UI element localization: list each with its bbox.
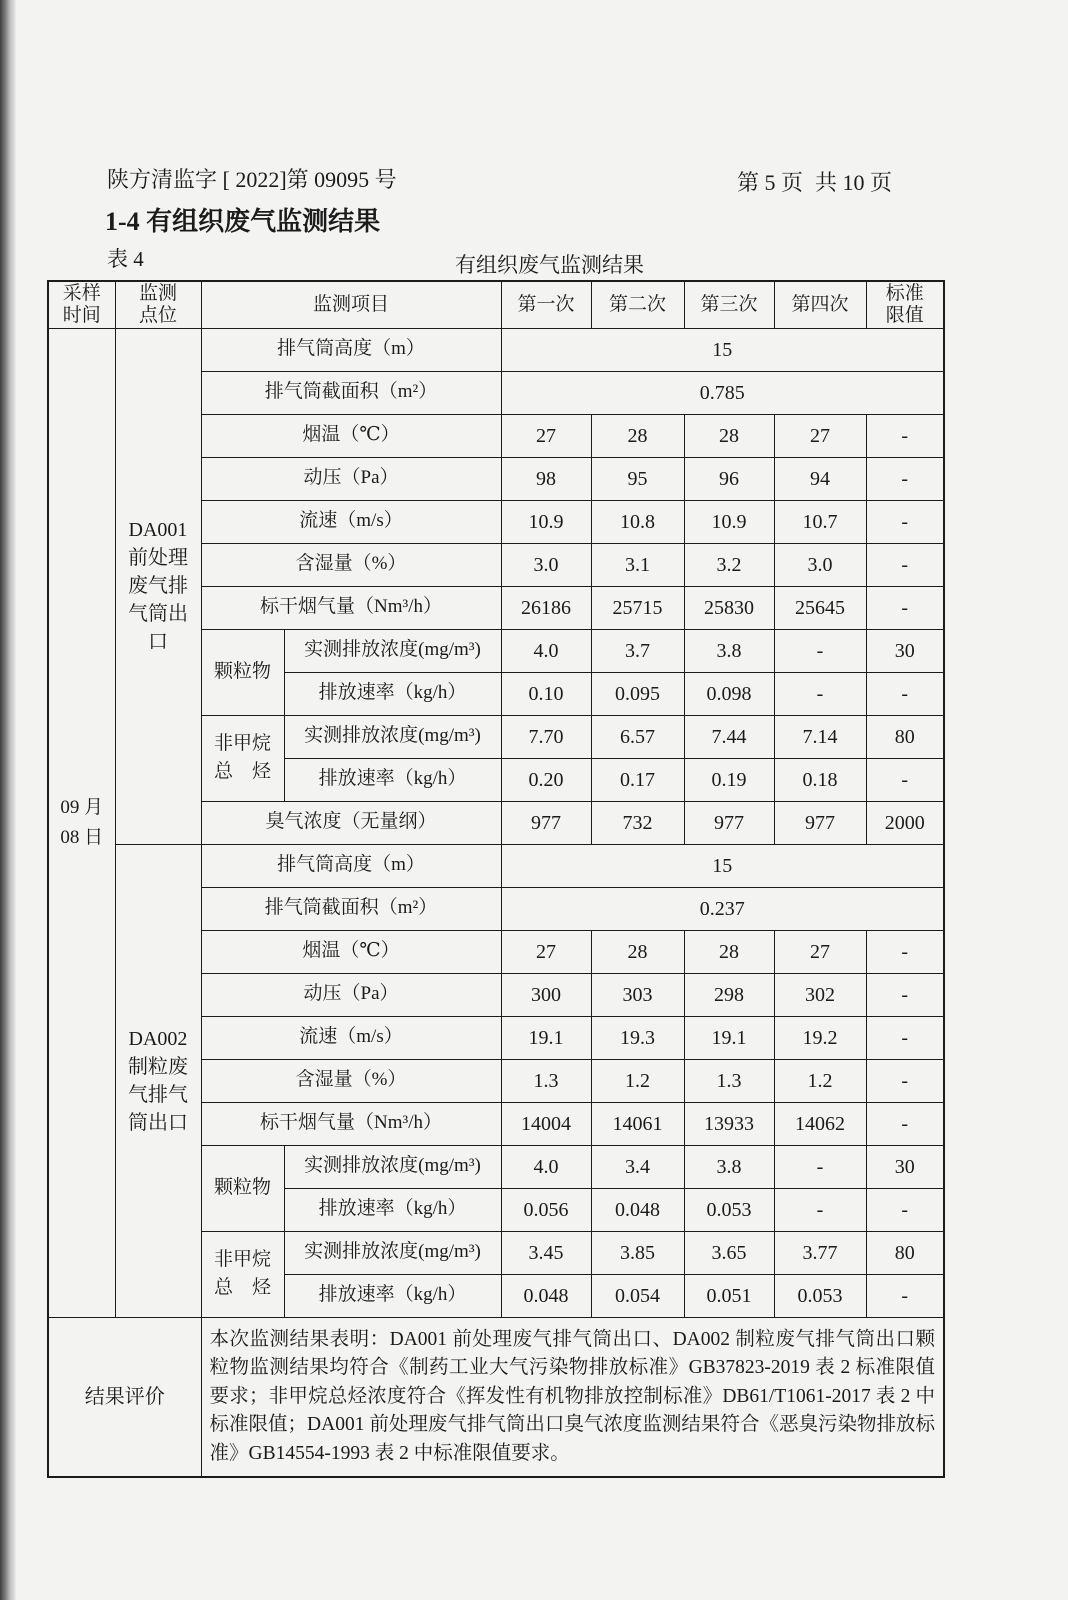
pollutant-group-label: 非甲烷 总 烃 xyxy=(201,715,284,801)
run-4-value: 7.14 xyxy=(774,715,866,758)
table-row xyxy=(48,844,944,887)
run-4-value: 14062 xyxy=(774,1102,866,1145)
item-label: 标干烟气量（Nm³/h） xyxy=(201,1102,501,1145)
standard-limit-value: - xyxy=(866,457,944,500)
run-1-value: 300 xyxy=(501,973,591,1016)
item-label: 流速（m/s） xyxy=(201,500,501,543)
sub-item-label: 排放速率（kg/h） xyxy=(284,672,501,715)
run-3-value: 10.9 xyxy=(684,500,774,543)
run-4-value: - xyxy=(774,629,866,672)
run-3-value: 13933 xyxy=(684,1102,774,1145)
run-1-value: 0.10 xyxy=(501,672,591,715)
sampling-date-cell: 09 月 08 日 xyxy=(48,328,115,1317)
run-4-value: 977 xyxy=(774,801,866,844)
item-label: 烟温（℃） xyxy=(201,414,501,457)
standard-limit-value: - xyxy=(866,1059,944,1102)
run-2-value: 3.85 xyxy=(591,1231,684,1274)
standard-limit-value: 30 xyxy=(866,629,944,672)
run-2-value: 0.054 xyxy=(591,1274,684,1317)
table-header-row xyxy=(48,281,944,328)
run-2-value: 28 xyxy=(591,930,684,973)
standard-limit-value: - xyxy=(866,973,944,1016)
run-4-value: - xyxy=(774,1188,866,1231)
monitoring-results-table xyxy=(47,280,945,1478)
run-1-value: 3.0 xyxy=(501,543,591,586)
run-3-value: 0.19 xyxy=(684,758,774,801)
standard-limit-value: - xyxy=(866,1016,944,1059)
run-3-value: 977 xyxy=(684,801,774,844)
run-1-value: 3.45 xyxy=(501,1231,591,1274)
run-3-value: 25830 xyxy=(684,586,774,629)
standard-limit-value: - xyxy=(866,586,944,629)
table-caption: 有组织废气监测结果 xyxy=(455,253,644,277)
standard-limit-value: 80 xyxy=(866,1231,944,1274)
pollutant-group-label: 颗粒物 xyxy=(201,629,284,715)
run-3-value: 298 xyxy=(684,973,774,1016)
run-3-value: 1.3 xyxy=(684,1059,774,1102)
sub-item-label: 实测排放浓度(mg/m³) xyxy=(284,1231,501,1274)
run-3-value: 7.44 xyxy=(684,715,774,758)
run-4-value: - xyxy=(774,672,866,715)
run-1-value: 27 xyxy=(501,930,591,973)
table-label: 表 4 xyxy=(107,247,144,271)
header-run-4: 第四次 xyxy=(774,281,866,328)
run-4-value: 10.7 xyxy=(774,500,866,543)
pollutant-group-label: 非甲烷 总 烃 xyxy=(201,1231,284,1317)
run-1-value: 7.70 xyxy=(501,715,591,758)
sub-item-label: 实测排放浓度(mg/m³) xyxy=(284,629,501,672)
monitoring-point-cell: DA002 制粒废 气排气 筒出口 xyxy=(115,844,201,1317)
standard-limit-value: - xyxy=(866,1274,944,1317)
run-2-value: 25715 xyxy=(591,586,684,629)
run-4-value: 1.2 xyxy=(774,1059,866,1102)
standard-limit-value: - xyxy=(866,500,944,543)
run-4-value: 19.2 xyxy=(774,1016,866,1059)
item-label: 标干烟气量（Nm³/h） xyxy=(201,586,501,629)
header-run-3: 第三次 xyxy=(684,281,774,328)
scan-edge-shadow xyxy=(0,0,16,1600)
pollutant-group-label: 颗粒物 xyxy=(201,1145,284,1231)
page-number: 第 5 页 xyxy=(737,170,804,195)
evaluation-text: 本次监测结果表明：DA001 前处理废气排气筒出口、DA002 制粒废气排气筒出口颗粒物监测结果均符合《制药工业大气污染物排放标准》GB37823-2019 表 2 标准限值要求；非甲烷总烃浓度符合《挥发性有机物排放控制标准》DB61/T1061-2017 表 2 中标准限值；DA001 前处理废气排气筒出口臭气浓度监测结果符合《恶臭污染物排放标准》GB14554-1993 表 2 中标准限值要求。 xyxy=(201,1317,944,1477)
run-1-value: 0.20 xyxy=(501,758,591,801)
item-label: 含湿量（%） xyxy=(201,1059,501,1102)
merged-value: 0.237 xyxy=(501,887,944,930)
page-info xyxy=(737,169,892,197)
run-1-value: 977 xyxy=(501,801,591,844)
run-1-value: 27 xyxy=(501,414,591,457)
item-label: 流速（m/s） xyxy=(201,1016,501,1059)
run-3-value: 3.8 xyxy=(684,1145,774,1188)
run-2-value: 3.4 xyxy=(591,1145,684,1188)
standard-limit-value: 2000 xyxy=(866,801,944,844)
run-2-value: 3.1 xyxy=(591,543,684,586)
run-3-value: 96 xyxy=(684,457,774,500)
run-1-value: 1.3 xyxy=(501,1059,591,1102)
item-label: 烟温（℃） xyxy=(201,930,501,973)
run-3-value: 28 xyxy=(684,930,774,973)
evaluation-row xyxy=(48,1317,944,1477)
header-sampling-time: 采样 时间 xyxy=(48,281,115,328)
standard-limit-value: - xyxy=(866,414,944,457)
run-2-value: 6.57 xyxy=(591,715,684,758)
run-3-value: 0.051 xyxy=(684,1274,774,1317)
doc-number: 陕方清监字 [ 2022]第 09095 号 xyxy=(107,167,397,192)
run-2-value: 3.7 xyxy=(591,629,684,672)
item-label: 排气筒截面积（m²） xyxy=(201,887,501,930)
evaluation-label: 结果评价 xyxy=(48,1317,201,1477)
standard-limit-value: - xyxy=(866,1102,944,1145)
run-4-value: 94 xyxy=(774,457,866,500)
run-2-value: 95 xyxy=(591,457,684,500)
run-1-value: 98 xyxy=(501,457,591,500)
page-total: 共 10 页 xyxy=(815,170,893,195)
merged-value: 15 xyxy=(501,328,944,371)
item-label: 动压（Pa） xyxy=(201,973,501,1016)
run-2-value: 14061 xyxy=(591,1102,684,1145)
run-3-value: 0.053 xyxy=(684,1188,774,1231)
run-1-value: 4.0 xyxy=(501,1145,591,1188)
standard-limit-value: - xyxy=(866,930,944,973)
run-4-value: 3.77 xyxy=(774,1231,866,1274)
run-2-value: 19.3 xyxy=(591,1016,684,1059)
header-monitoring-point: 监测 点位 xyxy=(115,281,201,328)
header-run-1: 第一次 xyxy=(501,281,591,328)
run-4-value: 302 xyxy=(774,973,866,1016)
standard-limit-value: - xyxy=(866,1188,944,1231)
sub-item-label: 排放速率（kg/h） xyxy=(284,1188,501,1231)
item-label: 排气筒截面积（m²） xyxy=(201,371,501,414)
run-2-value: 0.095 xyxy=(591,672,684,715)
run-3-value: 3.65 xyxy=(684,1231,774,1274)
header-monitoring-item: 监测项目 xyxy=(201,281,501,328)
item-label: 排气筒高度（m） xyxy=(201,844,501,887)
monitoring-point-cell: DA001 前处理 废气排 气筒出 口 xyxy=(115,328,201,844)
item-label: 含湿量（%） xyxy=(201,543,501,586)
standard-limit-value: - xyxy=(866,758,944,801)
sub-item-label: 排放速率（kg/h） xyxy=(284,758,501,801)
run-2-value: 732 xyxy=(591,801,684,844)
run-4-value: 25645 xyxy=(774,586,866,629)
run-4-value: 0.18 xyxy=(774,758,866,801)
sub-item-label: 实测排放浓度(mg/m³) xyxy=(284,1145,501,1188)
header-standard-limit: 标准 限值 xyxy=(866,281,944,328)
run-4-value: 27 xyxy=(774,930,866,973)
run-1-value: 0.048 xyxy=(501,1274,591,1317)
run-3-value: 3.2 xyxy=(684,543,774,586)
run-1-value: 14004 xyxy=(501,1102,591,1145)
item-label: 臭气浓度（无量纲） xyxy=(201,801,501,844)
run-3-value: 0.098 xyxy=(684,672,774,715)
standard-limit-value: 80 xyxy=(866,715,944,758)
item-label: 排气筒高度（m） xyxy=(201,328,501,371)
standard-limit-value: - xyxy=(866,543,944,586)
run-1-value: 4.0 xyxy=(501,629,591,672)
run-1-value: 26186 xyxy=(501,586,591,629)
standard-limit-value: 30 xyxy=(866,1145,944,1188)
merged-value: 15 xyxy=(501,844,944,887)
run-1-value: 19.1 xyxy=(501,1016,591,1059)
run-4-value: 0.053 xyxy=(774,1274,866,1317)
run-1-value: 0.056 xyxy=(501,1188,591,1231)
run-3-value: 19.1 xyxy=(684,1016,774,1059)
run-2-value: 0.048 xyxy=(591,1188,684,1231)
run-3-value: 28 xyxy=(684,414,774,457)
section-title: 1-4 有组织废气监测结果 xyxy=(105,207,381,236)
standard-limit-value: - xyxy=(866,672,944,715)
sub-item-label: 排放速率（kg/h） xyxy=(284,1274,501,1317)
sub-item-label: 实测排放浓度(mg/m³) xyxy=(284,715,501,758)
run-4-value: 3.0 xyxy=(774,543,866,586)
run-4-value: 27 xyxy=(774,414,866,457)
run-4-value: - xyxy=(774,1145,866,1188)
run-2-value: 0.17 xyxy=(591,758,684,801)
run-1-value: 10.9 xyxy=(501,500,591,543)
run-2-value: 1.2 xyxy=(591,1059,684,1102)
run-2-value: 28 xyxy=(591,414,684,457)
table-row xyxy=(48,328,944,371)
header-run-2: 第二次 xyxy=(591,281,684,328)
run-2-value: 303 xyxy=(591,973,684,1016)
merged-value: 0.785 xyxy=(501,371,944,414)
item-label: 动压（Pa） xyxy=(201,457,501,500)
run-2-value: 10.8 xyxy=(591,500,684,543)
run-3-value: 3.8 xyxy=(684,629,774,672)
